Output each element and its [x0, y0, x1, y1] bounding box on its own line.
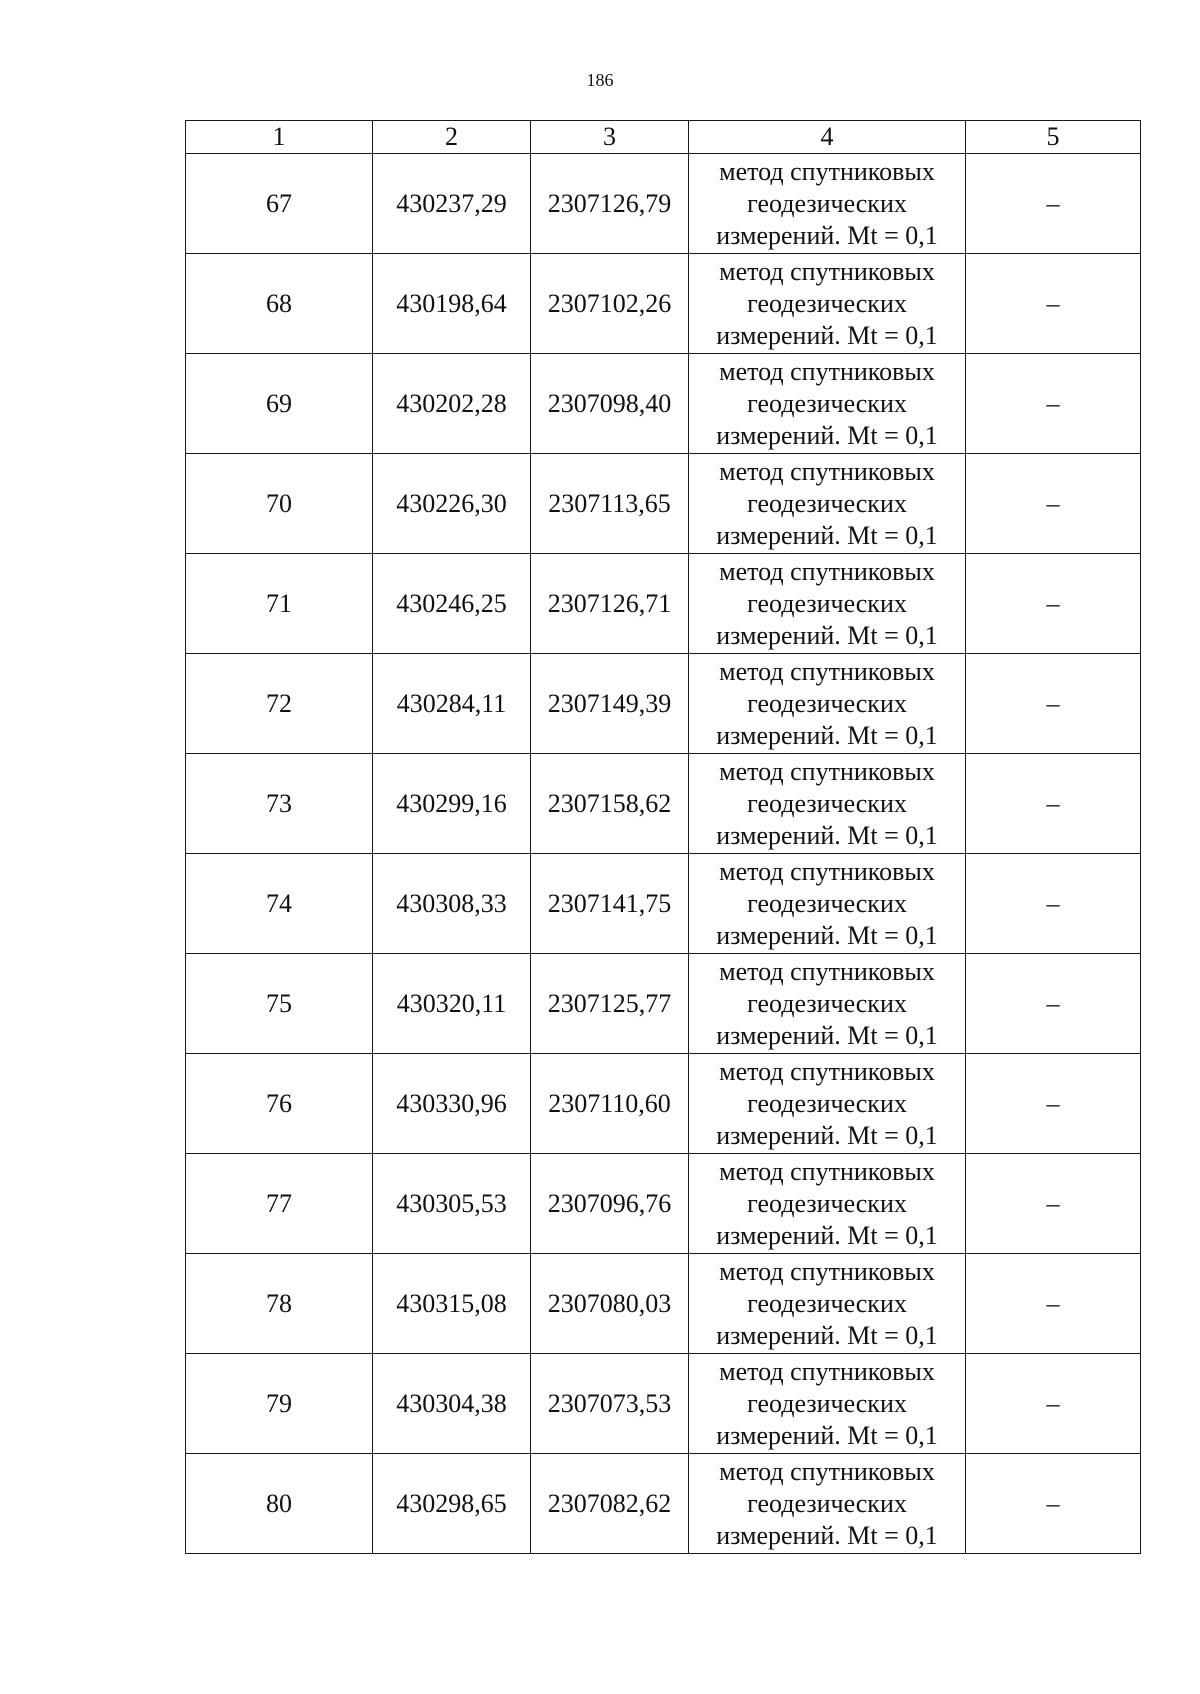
point-number-cell: 70	[186, 454, 373, 554]
y-coordinate-cell: 2307102,26	[531, 254, 689, 354]
header-row	[186, 121, 1141, 154]
method-line: метод спутниковых	[719, 656, 935, 686]
y-coordinate-cell: 2307158,62	[531, 754, 689, 854]
method-line: метод спутниковых	[719, 856, 935, 886]
x-coordinate-cell: 430320,11	[373, 954, 531, 1054]
method-line: геодезических	[747, 1488, 907, 1518]
point-number-cell: 74	[186, 854, 373, 954]
method-line: измерений. Mt = 0,1	[716, 820, 938, 850]
x-coordinate-cell: 430246,25	[373, 554, 531, 654]
note-cell: –	[966, 154, 1141, 254]
method-line: геодезических	[747, 188, 907, 218]
method-cell	[689, 1254, 966, 1354]
method-line: геодезических	[747, 1288, 907, 1318]
table-row	[186, 1354, 1141, 1454]
method-cell	[689, 254, 966, 354]
method-cell	[689, 754, 966, 854]
method-line: метод спутниковых	[719, 1156, 935, 1186]
method-cell	[689, 1454, 966, 1554]
method-line: геодезических	[747, 688, 907, 718]
point-number-cell: 79	[186, 1354, 373, 1454]
method-line: измерений. Mt = 0,1	[716, 720, 938, 750]
y-coordinate-cell: 2307096,76	[531, 1154, 689, 1254]
method-cell	[689, 654, 966, 754]
y-coordinate-cell: 2307098,40	[531, 354, 689, 454]
point-number-cell: 71	[186, 554, 373, 654]
y-coordinate-cell: 2307126,71	[531, 554, 689, 654]
note-cell: –	[966, 754, 1141, 854]
method-line: метод спутниковых	[719, 956, 935, 986]
method-line: измерений. Mt = 0,1	[716, 1020, 938, 1050]
method-cell	[689, 1154, 966, 1254]
y-coordinate-cell: 2307149,39	[531, 654, 689, 754]
method-line: метод спутниковых	[719, 156, 935, 186]
method-line: геодезических	[747, 1188, 907, 1218]
method-line: геодезических	[747, 988, 907, 1018]
table-row	[186, 254, 1141, 354]
method-line: измерений. Mt = 0,1	[716, 1220, 938, 1250]
y-coordinate-cell: 2307110,60	[531, 1054, 689, 1154]
method-line: метод спутниковых	[719, 756, 935, 786]
table-row	[186, 1154, 1141, 1254]
x-coordinate-cell: 430284,11	[373, 654, 531, 754]
x-coordinate-cell: 430315,08	[373, 1254, 531, 1354]
x-coordinate-cell: 430305,53	[373, 1154, 531, 1254]
x-coordinate-cell: 430304,38	[373, 1354, 531, 1454]
column-header: 2	[373, 121, 531, 154]
x-coordinate-cell: 430202,28	[373, 354, 531, 454]
method-cell	[689, 454, 966, 554]
method-line: измерений. Mt = 0,1	[716, 1320, 938, 1350]
method-cell	[689, 1354, 966, 1454]
column-header: 3	[531, 121, 689, 154]
note-cell: –	[966, 854, 1141, 954]
table-row	[186, 954, 1141, 1054]
y-coordinate-cell: 2307141,75	[531, 854, 689, 954]
method-line: измерений. Mt = 0,1	[716, 420, 938, 450]
point-number-cell: 72	[186, 654, 373, 754]
coordinates-table	[185, 120, 1141, 1554]
y-coordinate-cell: 2307113,65	[531, 454, 689, 554]
point-number-cell: 77	[186, 1154, 373, 1254]
point-number-cell: 67	[186, 154, 373, 254]
y-coordinate-cell: 2307126,79	[531, 154, 689, 254]
method-line: измерений. Mt = 0,1	[716, 1420, 938, 1450]
x-coordinate-cell: 430308,33	[373, 854, 531, 954]
point-number-cell: 69	[186, 354, 373, 454]
method-cell	[689, 954, 966, 1054]
table-row	[186, 554, 1141, 654]
method-line: геодезических	[747, 388, 907, 418]
x-coordinate-cell: 430330,96	[373, 1054, 531, 1154]
method-line: метод спутниковых	[719, 256, 935, 286]
point-number-cell: 76	[186, 1054, 373, 1154]
note-cell: –	[966, 954, 1141, 1054]
x-coordinate-cell: 430226,30	[373, 454, 531, 554]
table-row	[186, 754, 1141, 854]
table-row	[186, 454, 1141, 554]
method-line: метод спутниковых	[719, 356, 935, 386]
table-row	[186, 1454, 1141, 1554]
point-number-cell: 80	[186, 1454, 373, 1554]
method-cell	[689, 354, 966, 454]
note-cell: –	[966, 1454, 1141, 1554]
method-cell	[689, 854, 966, 954]
method-line: метод спутниковых	[719, 1356, 935, 1386]
table-row	[186, 154, 1141, 254]
point-number-cell: 68	[186, 254, 373, 354]
method-line: метод спутниковых	[719, 1056, 935, 1086]
table-row	[186, 1254, 1141, 1354]
x-coordinate-cell: 430299,16	[373, 754, 531, 854]
table-row	[186, 354, 1141, 454]
x-coordinate-cell: 430198,64	[373, 254, 531, 354]
note-cell: –	[966, 654, 1141, 754]
note-cell: –	[966, 354, 1141, 454]
note-cell: –	[966, 454, 1141, 554]
table-row	[186, 854, 1141, 954]
method-line: метод спутниковых	[719, 1256, 935, 1286]
method-line: измерений. Mt = 0,1	[716, 320, 938, 350]
y-coordinate-cell: 2307080,03	[531, 1254, 689, 1354]
point-number-cell: 78	[186, 1254, 373, 1354]
method-line: измерений. Mt = 0,1	[716, 920, 938, 950]
method-line: измерений. Mt = 0,1	[716, 520, 938, 550]
method-line: геодезических	[747, 1088, 907, 1118]
table-header	[186, 121, 1141, 154]
table-body	[186, 154, 1141, 1554]
column-header: 5	[966, 121, 1141, 154]
method-line: измерений. Mt = 0,1	[716, 220, 938, 250]
note-cell: –	[966, 554, 1141, 654]
note-cell: –	[966, 1254, 1141, 1354]
method-line: измерений. Mt = 0,1	[716, 1520, 938, 1550]
y-coordinate-cell: 2307082,62	[531, 1454, 689, 1554]
note-cell: –	[966, 254, 1141, 354]
point-number-cell: 73	[186, 754, 373, 854]
method-line: метод спутниковых	[719, 456, 935, 486]
method-line: геодезических	[747, 1388, 907, 1418]
method-line: геодезических	[747, 588, 907, 618]
method-line: геодезических	[747, 788, 907, 818]
method-line: измерений. Mt = 0,1	[716, 620, 938, 650]
note-cell: –	[966, 1354, 1141, 1454]
y-coordinate-cell: 2307073,53	[531, 1354, 689, 1454]
x-coordinate-cell: 430298,65	[373, 1454, 531, 1554]
method-cell	[689, 554, 966, 654]
method-line: измерений. Mt = 0,1	[716, 1120, 938, 1150]
note-cell: –	[966, 1154, 1141, 1254]
column-header: 4	[689, 121, 966, 154]
method-line: геодезических	[747, 288, 907, 318]
column-header: 1	[186, 121, 373, 154]
method-line: геодезических	[747, 488, 907, 518]
method-line: метод спутниковых	[719, 1456, 935, 1486]
note-cell: –	[966, 1054, 1141, 1154]
method-line: геодезических	[747, 888, 907, 918]
table-row	[186, 1054, 1141, 1154]
page-number: 186	[586, 70, 614, 90]
method-cell	[689, 154, 966, 254]
table-row	[186, 654, 1141, 754]
point-number-cell: 75	[186, 954, 373, 1054]
x-coordinate-cell: 430237,29	[373, 154, 531, 254]
method-cell	[689, 1054, 966, 1154]
method-line: метод спутниковых	[719, 556, 935, 586]
y-coordinate-cell: 2307125,77	[531, 954, 689, 1054]
